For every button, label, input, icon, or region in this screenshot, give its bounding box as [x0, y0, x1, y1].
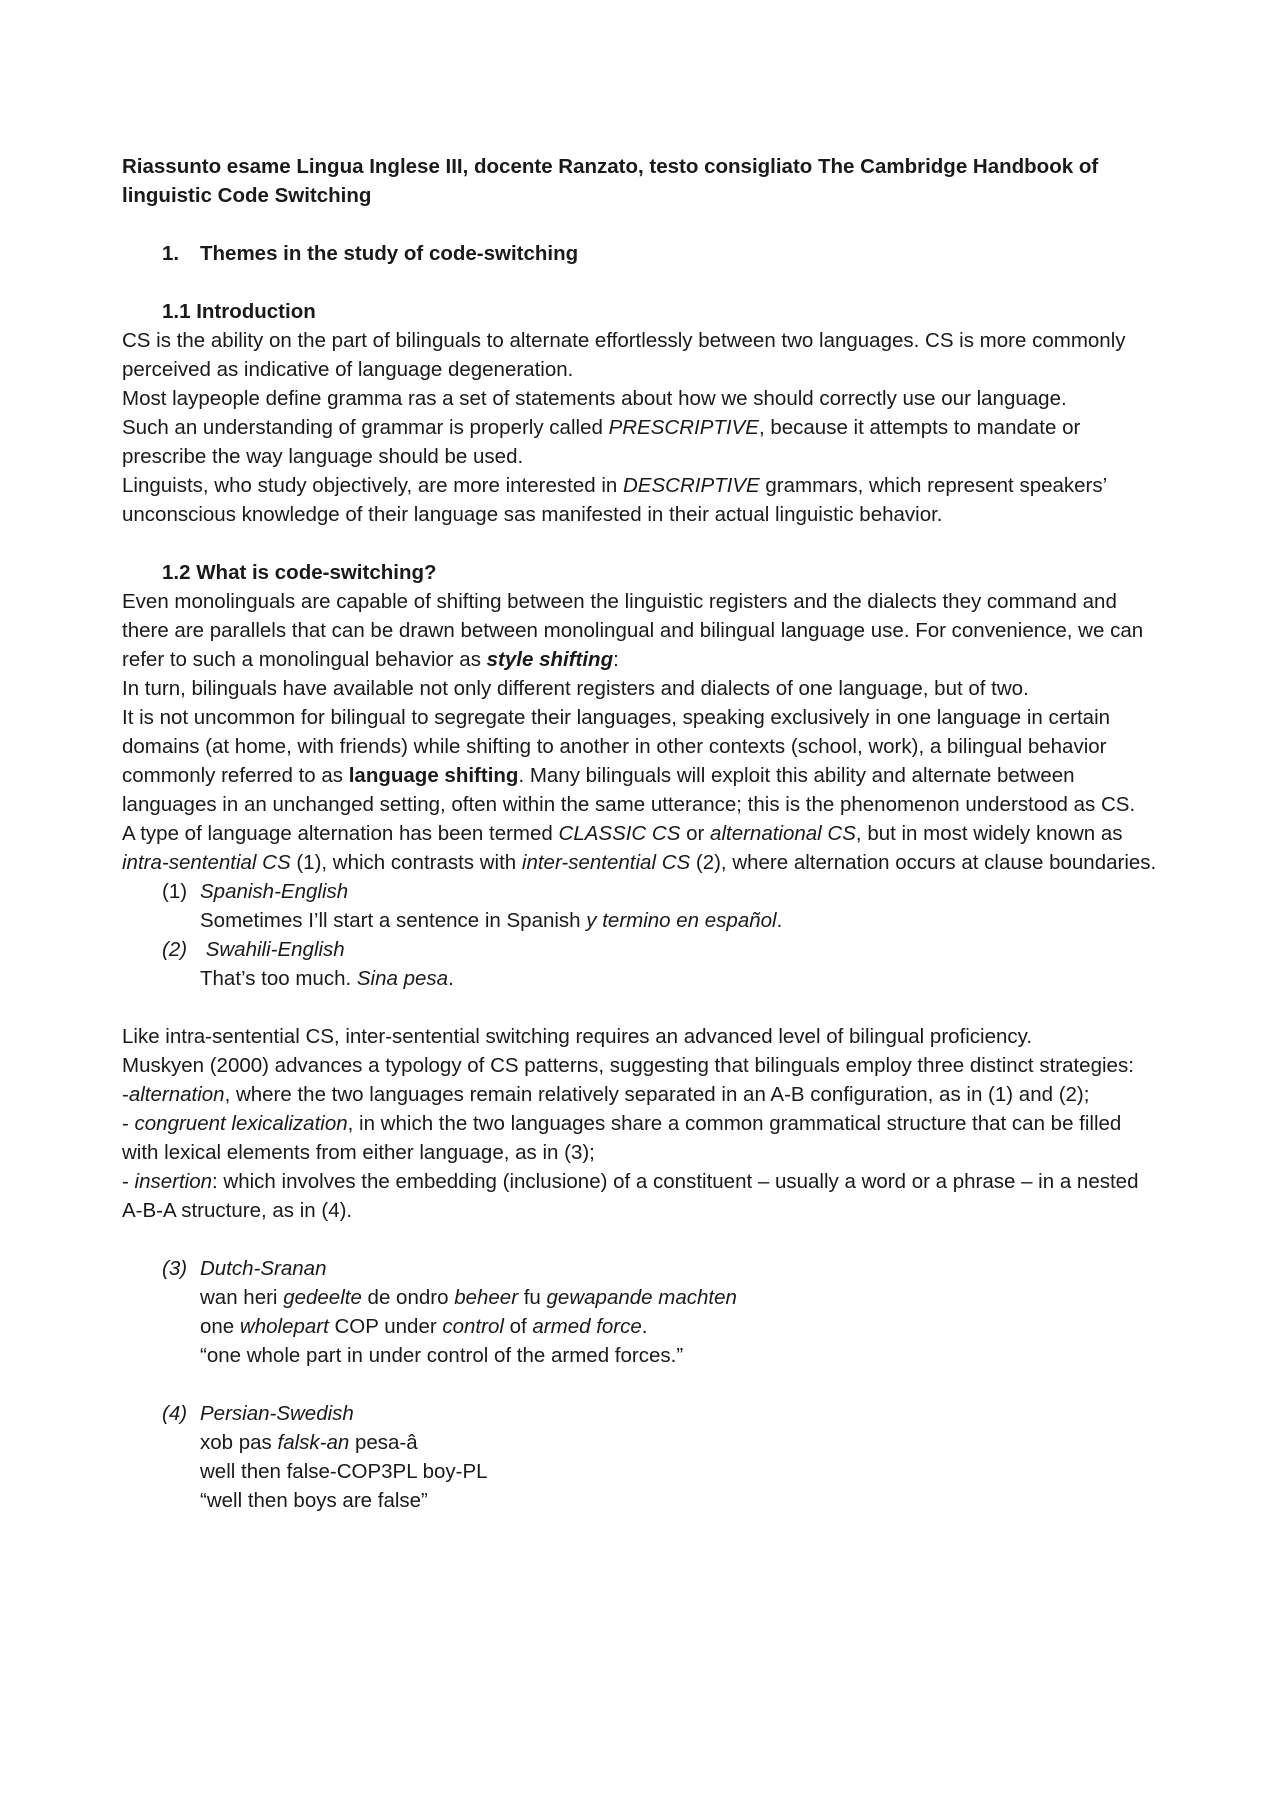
example-label-4: (4) Persian-Swedish	[162, 1402, 354, 1425]
example-line: Sometimes I’ll start a sentence in Spanish y termino en español.	[200, 909, 783, 932]
example-label-2: (2) Swahili-English	[162, 938, 345, 961]
example-line: xob pas falsk-an pesa-â	[200, 1431, 418, 1454]
example-gloss: one wholepart COP under control of armed force.	[200, 1315, 648, 1338]
paragraph: Muskyen (2000) advances a typology of CS patterns, suggesting that bilinguals employ three distinct strategies:	[122, 1054, 1134, 1077]
list-item-congruent-lexicalization: - congruent lexicalization, in which the two languages share a common grammatical structure that can be filled with lexical elements from either language, as in (3);	[122, 1112, 1122, 1164]
paragraph: Such an understanding of grammar is properly called PRESCRIPTIVE, because it attempts to mandate or prescribe the way language should be used.	[122, 416, 1081, 468]
paragraph: In turn, bilinguals have available not only different registers and dialects of one language, but of two.	[122, 677, 1029, 700]
example-gloss: well then false-COP3PL boy-PL	[200, 1460, 488, 1483]
document-page	[122, 152, 1162, 1515]
paragraph: It is not uncommon for bilingual to segregate their languages, speaking exclusively in one language in certain domains (at home, with friends) while shifting to another in other contexts (school, work), a bilingual behavior commonly referred to as language shifting. Many bilinguals will exploit this ability and alternate between languages in an unchanged setting, often within the same utterance; this is the phenomenon understood as CS.	[122, 706, 1136, 816]
paragraph: Most laypeople define gramma ras a set of statements about how we should correctly use our language.	[122, 387, 1067, 410]
paragraph: A type of language alternation has been termed CLASSIC CS or alternational CS, but in most widely known as intra-sentential CS (1), which contrasts with inter-sentential CS (2), where alternation occurs at clause boundaries.	[122, 822, 1157, 874]
section-heading-1	[122, 239, 1162, 268]
example-line: wan heri gedeelte de ondro beheer fu gewapande machten	[200, 1286, 737, 1309]
section-title: Themes in the study of code-switching	[200, 242, 579, 265]
subsection-heading-1-2: 1.2 What is code-switching?	[162, 561, 437, 584]
list-item-alternation: -alternation, where the two languages remain relatively separated in an A-B configuration, as in (1) and (2);	[122, 1083, 1090, 1106]
example-label-3: (3) Dutch-Sranan	[162, 1257, 327, 1280]
example-translation: “one whole part in under control of the armed forces.”	[200, 1344, 684, 1367]
subsection-heading-1-1: 1.1 Introduction	[162, 300, 316, 323]
example-line: That’s too much. Sina pesa.	[200, 967, 454, 990]
paragraph: CS is the ability on the part of bilinguals to alternate effortlessly between two languages. CS is more commonly perceived as indicative of language degeneration.	[122, 329, 1126, 381]
example-translation: “well then boys are false”	[200, 1489, 428, 1512]
document-title: Riassunto esame Lingua Inglese III, docente Ranzato, testo consigliato The Cambridge Handbook of linguistic Code Switching	[122, 155, 1099, 207]
example-label-1: (1) Spanish-English	[162, 880, 349, 903]
section-number: 1.	[162, 242, 180, 265]
paragraph: Even monolinguals are capable of shifting between the linguistic registers and the dialects they command and there are parallels that can be drawn between monolingual and bilingual language use. For convenience, we can refer to such a monolingual behavior as style shifting:	[122, 590, 1144, 671]
paragraph: Linguists, who study objectively, are more interested in DESCRIPTIVE grammars, which represent speakers’ unconscious knowledge of their language sas manifested in their actual linguistic behavior.	[122, 474, 1107, 526]
list-item-insertion: - insertion: which involves the embedding (inclusione) of a constituent – usually a word or a phrase – in a nested A-B-A structure, as in (4).	[122, 1170, 1139, 1222]
paragraph: Like intra-sentential CS, inter-sentential switching requires an advanced level of bilingual proficiency.	[122, 1025, 1033, 1048]
